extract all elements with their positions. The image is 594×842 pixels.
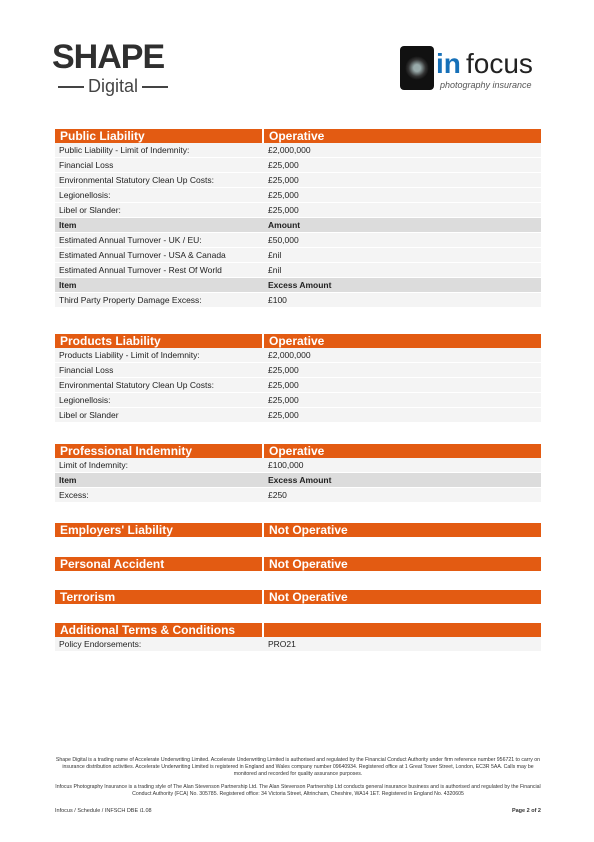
table-row: Public Liability - Limit of Indemnity: £2,000,000 — [55, 143, 541, 158]
table-row: Legionellosis: £25,000 — [55, 393, 541, 408]
camera-lens-icon — [400, 46, 434, 90]
table-row: Products Liability - Limit of Indemnity: £2,000,000 — [55, 348, 541, 363]
table-subheader: Item Excess Amount — [55, 473, 541, 488]
section-header: Products Liability Operative — [55, 334, 541, 348]
infocus-logo — [400, 46, 540, 96]
document-reference: Infocus / Schedule / INFSCH DBE i1.08 — [55, 808, 152, 814]
public-liability-section — [55, 129, 541, 308]
section-header: Additional Terms & Conditions — [55, 623, 541, 637]
table-row: Third Party Property Damage Excess: £100 — [55, 293, 541, 308]
table-row: Environmental Statutory Clean Up Costs: £25,000 — [55, 173, 541, 188]
page-footer — [55, 808, 541, 814]
table-row: Environmental Statutory Clean Up Costs: £25,000 — [55, 378, 541, 393]
table-row: Financial Loss £25,000 — [55, 363, 541, 378]
logo-digital-text: Digital — [54, 76, 172, 97]
page-number: Page 2 of 2 — [511, 808, 541, 814]
section-header: Professional Indemnity Operative — [55, 444, 541, 458]
section-header: Personal Accident Not Operative — [55, 557, 541, 571]
products-liability-section — [55, 334, 541, 423]
section-header: Employers' Liability Not Operative — [55, 523, 541, 537]
additional-terms-section — [55, 623, 541, 652]
personal-accident-section — [55, 557, 541, 571]
shape-digital-logo — [52, 40, 187, 100]
logo-focus-text: focus — [466, 48, 533, 79]
logo-shape-text: SHAPE — [52, 38, 165, 76]
employers-liability-section — [55, 523, 541, 537]
logo-tagline: photography insurance — [440, 80, 532, 90]
table-subheader: Item Excess Amount — [55, 278, 541, 293]
table-subheader: Item Amount — [55, 218, 541, 233]
table-row: Policy Endorsements: PRO21 — [55, 637, 541, 652]
terrorism-section — [55, 590, 541, 604]
section-header: Terrorism Not Operative — [55, 590, 541, 604]
footer-disclaimer-infocus: Infocus Photography Insurance is a trading style of The Alan Stevenson Partnership Ltd. The Alan Stevenson Partnership Ltd conducts general insurance business and is authorised and regulated by the Financial Conduct Authority (FCA) No. 305785. Registered office: 34 Victoria Street, Altrincham, Cheshire, WA14 1ET. Registered in England No. 4320605 — [55, 784, 541, 797]
logo-in-text: in — [436, 48, 461, 79]
section-header: Public Liability Operative — [55, 129, 541, 143]
table-row: Excess: £250 — [55, 488, 541, 503]
table-row: Estimated Annual Turnover - USA & Canada £nil — [55, 248, 541, 263]
footer-disclaimer-shape: Shape Digital is a trading name of Accelerate Underwriting Limited. Accelerate Underwriting Limited is authorised and regulated by the Financial Conduct Authority under firm reference number 956721 to carry on insurance distribution activities. Accelerate Underwriting Limited is registered in England and Wales company number 09640934. Registered office at 1 Great Tower Street, London, EC3R 5AA. Calls may be monitored and recorded for quality assurance purposes. — [55, 757, 541, 777]
table-row: Financial Loss £25,000 — [55, 158, 541, 173]
table-row: Legionellosis: £25,000 — [55, 188, 541, 203]
table-row: Libel or Slander: £25,000 — [55, 203, 541, 218]
professional-indemnity-section — [55, 444, 541, 503]
table-row: Libel or Slander £25,000 — [55, 408, 541, 423]
table-row: Estimated Annual Turnover - Rest Of World £nil — [55, 263, 541, 278]
table-row: Limit of Indemnity: £100,000 — [55, 458, 541, 473]
table-row: Estimated Annual Turnover - UK / EU: £50,000 — [55, 233, 541, 248]
